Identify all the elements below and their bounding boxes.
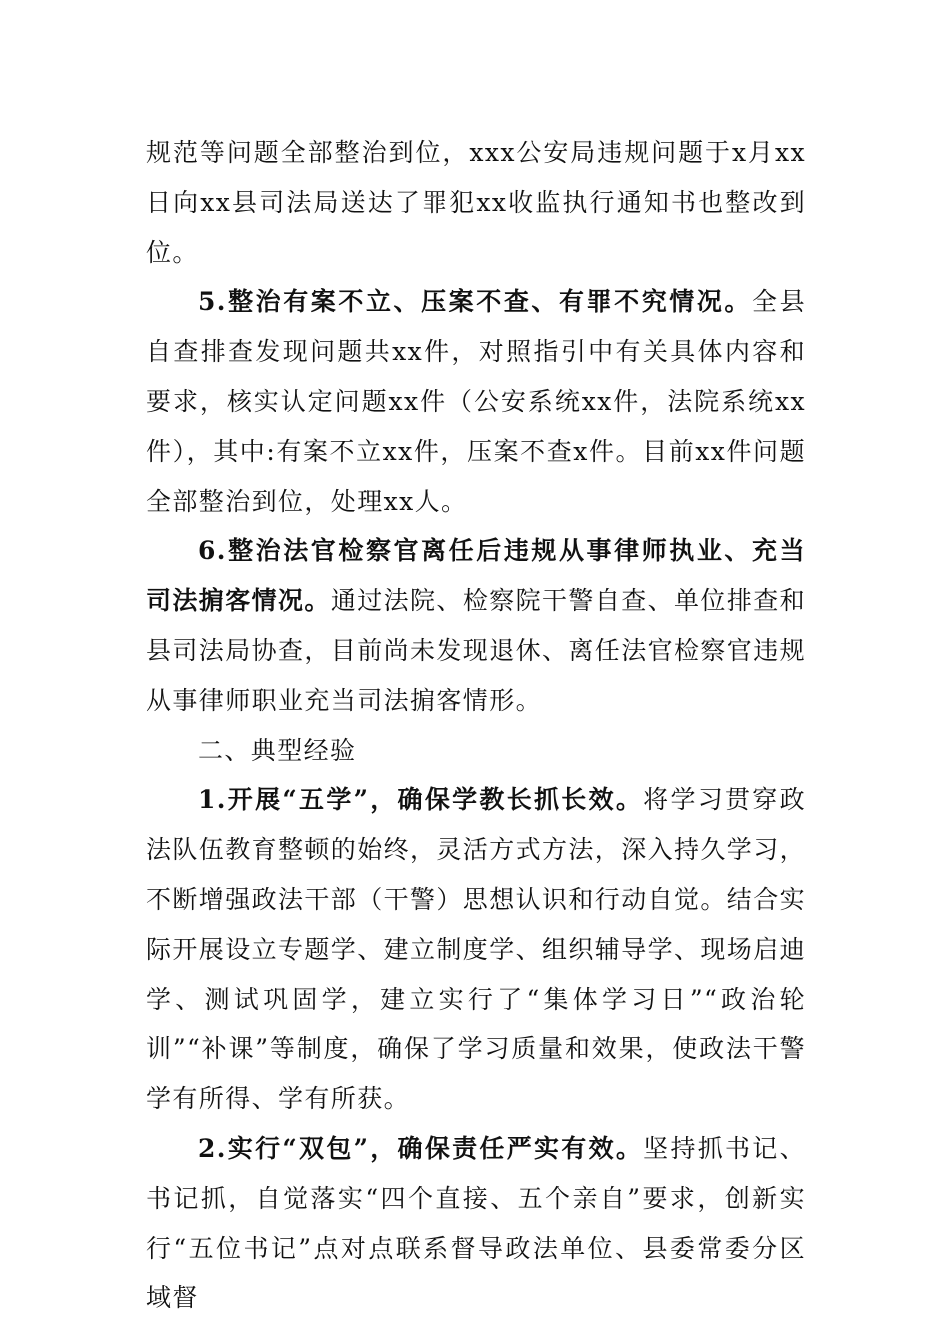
paragraph-lead: 2.实行“双包”，确保责任严实有效。	[198, 1133, 644, 1163]
paragraph-item-6	[146, 526, 806, 725]
paragraph-text: 全县自查排查发现问题共xx件，对照指引中有关具体内容和要求，核实认定问题xx件（公安系统xx件，法院系统xx件），其中:有案不立xx件，压案不查x件。目前xx件问题全部整治到位，处理xx人。	[146, 287, 806, 516]
section-heading: 二、典型经验	[198, 735, 357, 765]
paragraph-lead: 6.整治法官检察官离任后违规从事律师执业、充当司法掮客情况。	[146, 536, 806, 616]
paragraph-text: 坚持抓书记、书记抓，自觉落实“四个直接、五个亲自”要求，创新实行“五位书记”点对点联系督导政法单位、县委常委分区域督	[146, 1133, 806, 1313]
paragraph-item-5	[146, 277, 806, 526]
experience-item-2	[146, 1124, 806, 1323]
paragraph-lead: 1.开展“五学”，确保学教长抓长效。	[198, 785, 644, 815]
document-body	[146, 128, 806, 1323]
paragraph-continuation	[146, 128, 806, 277]
paragraph-text: 通过法院、检察院干警自查、单位排查和县司法局协查，目前尚未发现退休、离任法官检察官违规从事律师职业充当司法掮客情形。	[146, 586, 807, 715]
paragraph-text: 规范等问题全部整治到位，xxx公安局违规问题于x月xx日向xx县司法局送达了罪犯xx收监执行通知书也整改到位。	[146, 138, 806, 267]
experience-item-1	[146, 775, 806, 1124]
paragraph-text: 将学习贯穿政法队伍教育整顿的始终，灵活方式方法，深入持久学习，不断增强政法干部（干警）思想认识和行动自觉。结合实际开展设立专题学、建立制度学、组织辅导学、现场启迪学、测试巩固学，建立实行了“集体学习日”“政治轮训”“补课”等制度，确保了学习质量和效果，使政法干警学有所得、学有所获。	[146, 785, 807, 1114]
paragraph-lead: 5.整治有案不立、压案不查、有罪不究情况。	[198, 287, 752, 317]
